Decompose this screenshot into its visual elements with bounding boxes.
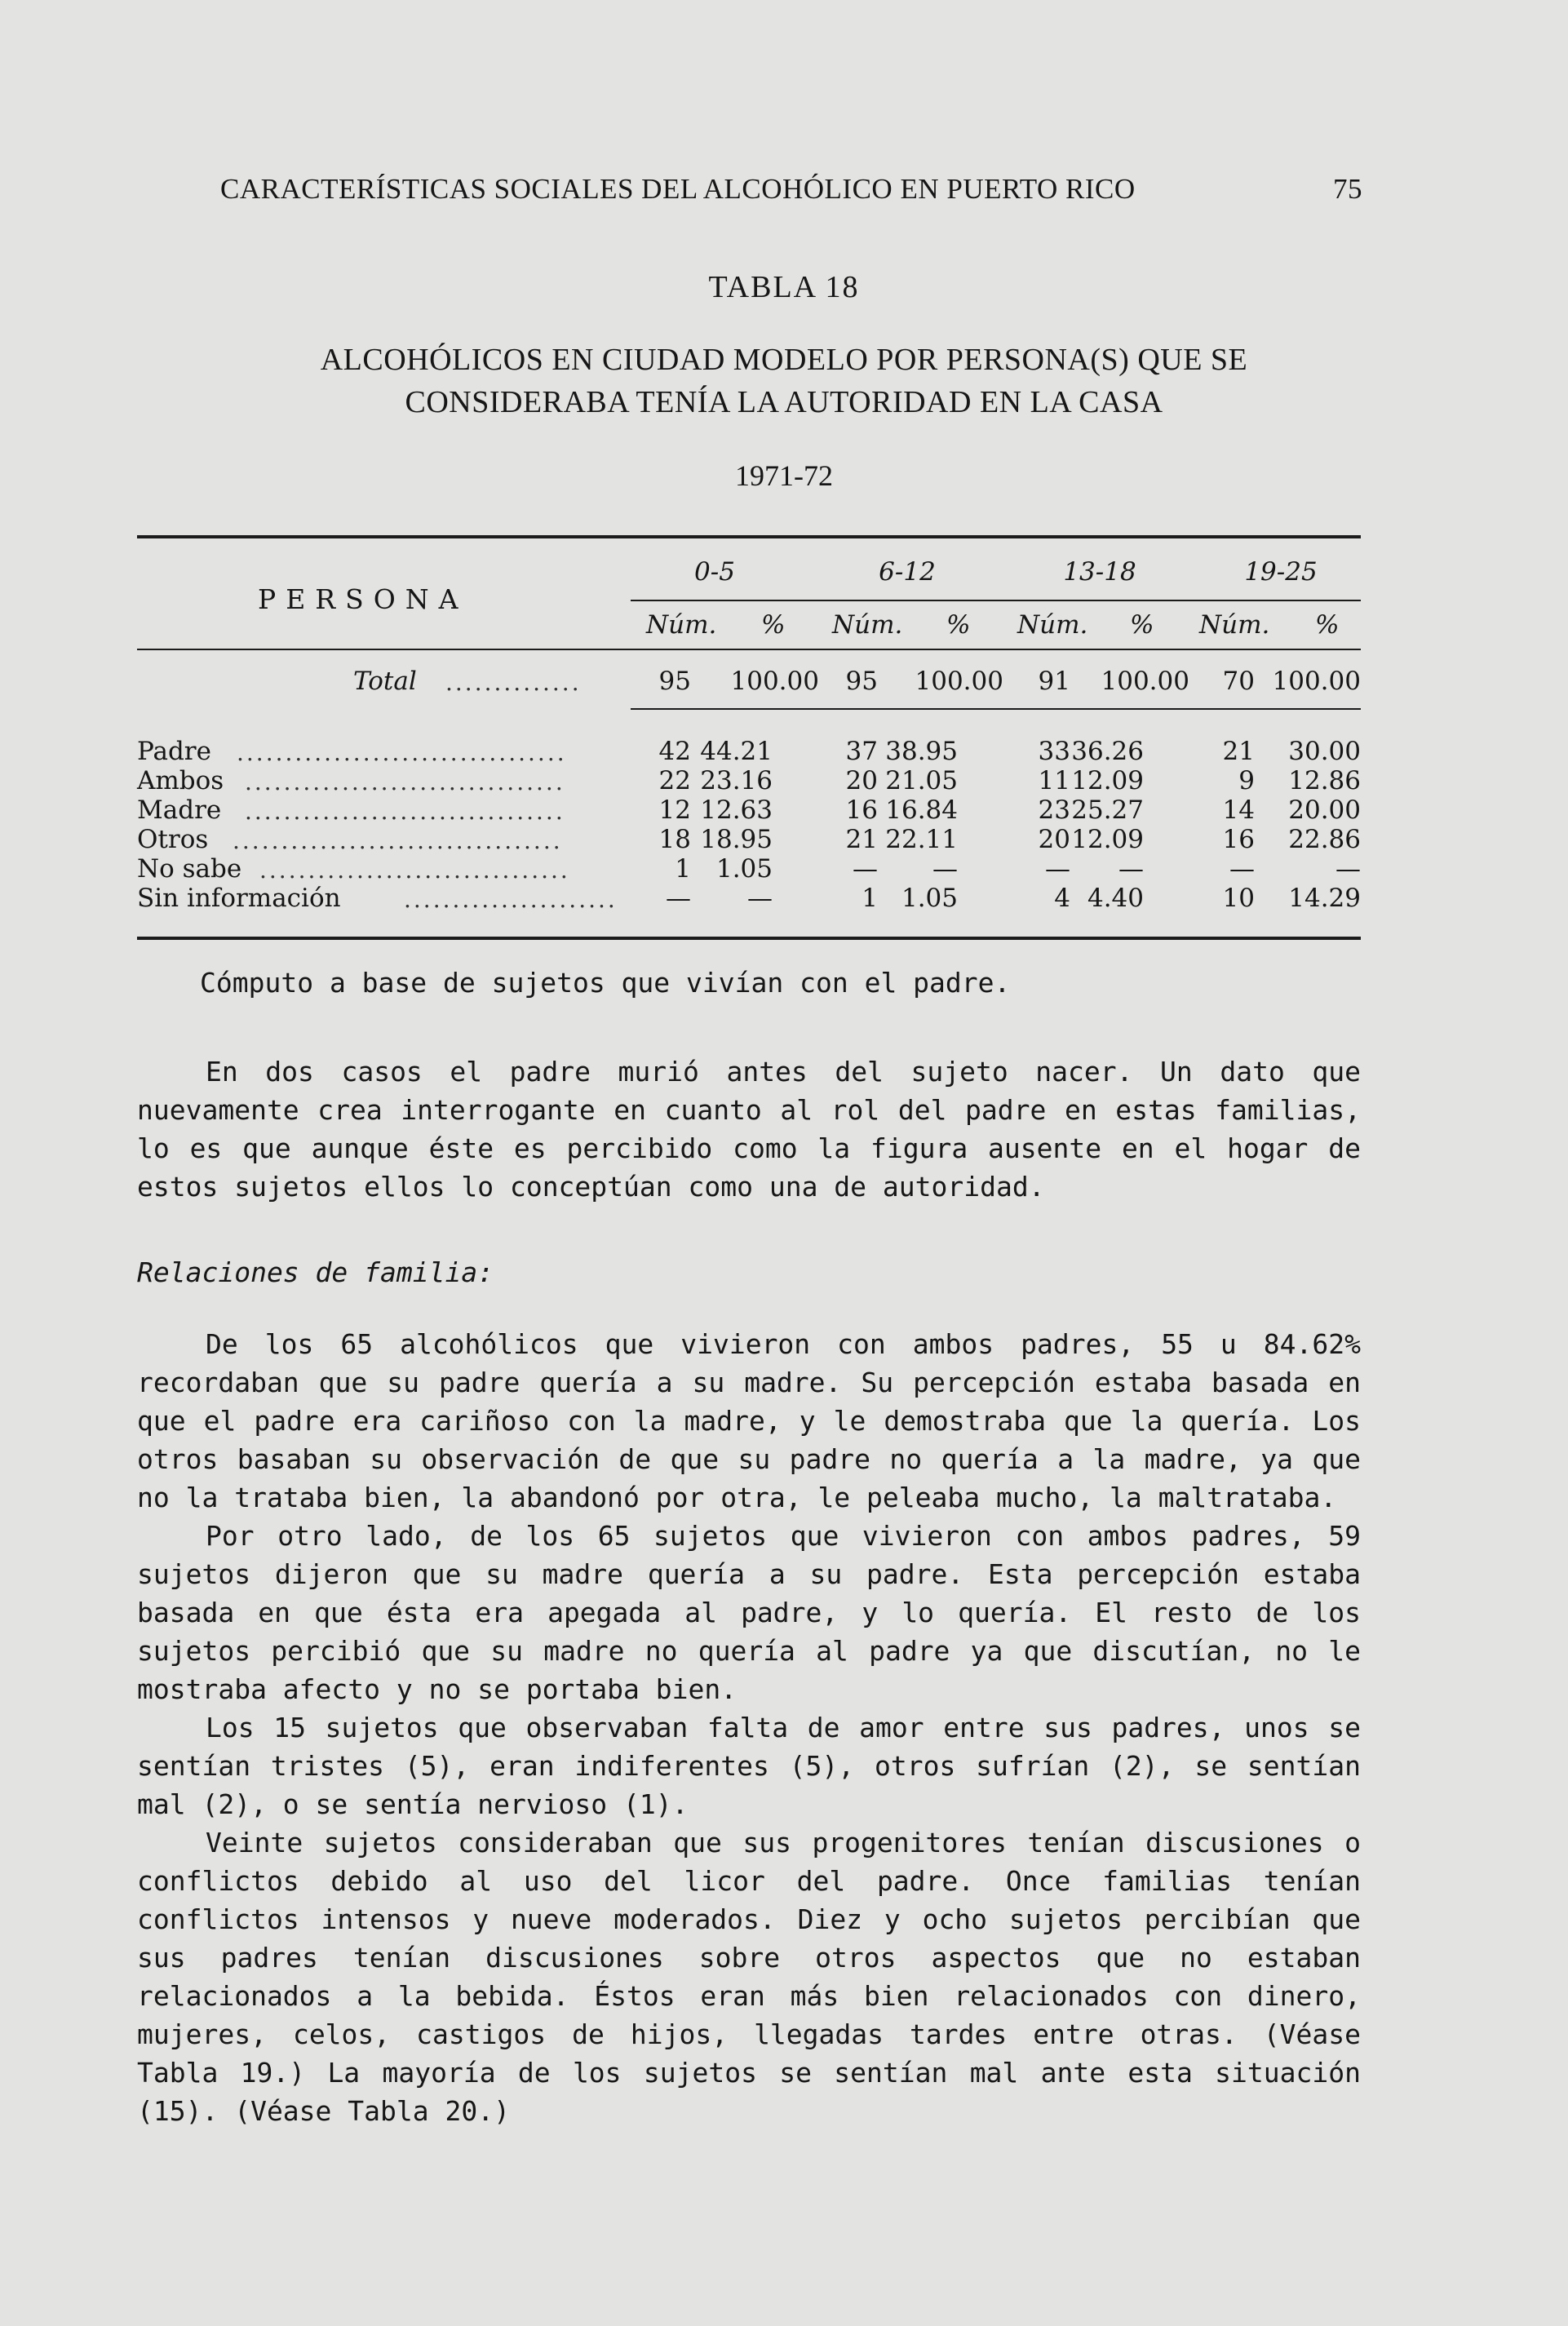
- table-cell: —: [853, 854, 878, 884]
- subheader-pct: %: [1315, 610, 1340, 640]
- table-cell: 95: [658, 667, 691, 696]
- table-cell: 21: [1222, 737, 1255, 766]
- table-cell: 12.09: [1071, 766, 1144, 795]
- subheader-num: Núm.: [1017, 610, 1088, 640]
- total-label: Total: [353, 667, 417, 696]
- row-label: No sabe: [137, 854, 242, 884]
- table-cell: 9: [1238, 766, 1255, 795]
- table-cell: 100.00: [1101, 667, 1189, 696]
- table-cell: 10: [1222, 884, 1255, 913]
- row-label: Sin información: [137, 884, 341, 913]
- table-cell: 12.86: [1288, 766, 1361, 795]
- table-year: 1971-72: [735, 459, 833, 492]
- table-cell: 12.09: [1071, 825, 1144, 854]
- table-cell: 18.95: [700, 825, 773, 854]
- table-cell: —: [1229, 854, 1255, 884]
- table-cell: 91: [1038, 667, 1070, 696]
- subheader-pct: %: [1130, 610, 1154, 640]
- table-cell: 12: [658, 795, 691, 825]
- table-cell: —: [1118, 854, 1144, 884]
- subheader-num: Núm.: [1199, 610, 1270, 640]
- table-cell: —: [747, 884, 773, 913]
- paragraph-text: Por otro lado, de los 65 sujetos que vivieron con ambos padres, 59 sujetos dijeron que su madre quería a su padre. Esta percepción estaba basada en que ésta era apegada al padre, y lo quería. El resto de los sujetos percibió que su madre no quería al padre ya que discutían, no le mostraba afecto y no se portaba bien.: [137, 1520, 1361, 1705]
- table-cell: 1: [675, 854, 691, 884]
- table-cell: —: [1045, 854, 1070, 884]
- table-cell: 33: [1038, 737, 1070, 766]
- table-bottom-rule: [137, 937, 1361, 940]
- table-cell: 37: [845, 737, 878, 766]
- table-header-rule: [137, 649, 1361, 650]
- table-cell: 100.00: [1272, 667, 1361, 696]
- section-heading: Relaciones de familia:: [137, 1256, 494, 1288]
- table-cell: 95: [845, 667, 878, 696]
- table-cell: 100.00: [730, 667, 819, 696]
- table-cell: —: [1335, 854, 1361, 884]
- table-cell: 1.05: [715, 854, 773, 884]
- table-cell: —: [666, 884, 691, 913]
- table-cell: 23: [1038, 795, 1070, 825]
- table-cell: 70: [1222, 667, 1255, 696]
- table-cell: 16: [845, 795, 878, 825]
- table-total-rule: [631, 708, 1361, 710]
- table-cell: 12.63: [700, 795, 773, 825]
- table-cell: 22.86: [1288, 825, 1361, 854]
- running-head-title: CARACTERÍSTICAS SOCIALES DEL ALCOHÓLICO EN PUERTO RICO: [220, 173, 1136, 205]
- page-number: 75: [1333, 173, 1362, 205]
- group-header-0-5: 0-5: [694, 557, 735, 587]
- table-cell: 11: [1038, 766, 1070, 795]
- leader-dots: ..................................: [233, 827, 563, 854]
- group-header-19-25: 19-25: [1244, 557, 1318, 587]
- table-title-line-1: ALCOHÓLICOS EN CIUDAD MODELO POR PERSONA(S) QUE SE: [320, 343, 1248, 377]
- table-title-line-2: CONSIDERABA TENÍA LA AUTORIDAD EN LA CASA: [405, 385, 1163, 419]
- body-text-block: [137, 1325, 1361, 2130]
- leader-dots: .................................: [245, 798, 565, 825]
- table-cell: 30.00: [1288, 737, 1361, 766]
- table-cell: 21.05: [885, 766, 958, 795]
- table-cell: 38.95: [885, 737, 958, 766]
- table-cell: 14: [1222, 795, 1255, 825]
- table-cell: 20: [845, 766, 878, 795]
- table-cell: 21: [845, 825, 878, 854]
- leader-dots: ......................: [404, 886, 618, 913]
- table-stub-header: PERSONA: [258, 583, 468, 615]
- table-group-rule: [631, 600, 1361, 601]
- subheader-pct: %: [761, 610, 786, 640]
- table-note: Cómputo a base de sujetos que vivían con el padre.: [200, 967, 1011, 999]
- table-cell: 36.26: [1071, 737, 1144, 766]
- table-cell: 1.05: [901, 884, 958, 913]
- table-cell: 20.00: [1288, 795, 1361, 825]
- leader-dots: ................................: [259, 857, 570, 884]
- leader-dots: ..............: [445, 669, 582, 696]
- row-label: Madre: [137, 795, 222, 825]
- subheader-num: Núm.: [832, 610, 903, 640]
- table-cell: 4.40: [1087, 884, 1144, 913]
- table-cell: 1: [862, 884, 878, 913]
- paragraph-text: Los 15 sujetos que observaban falta de amor entre sus padres, unos se sentían tristes (5), eran indiferentes (5), otros sufrían (2), se sentían mal (2), o se sentía nervioso (1).: [137, 1712, 1361, 1820]
- table-cell: 23.16: [700, 766, 773, 795]
- leader-dots: ..................................: [237, 739, 567, 766]
- table-cell: 22: [658, 766, 691, 795]
- running-head: [220, 173, 1362, 206]
- group-header-6-12: 6-12: [879, 557, 936, 587]
- table-cell: 16.84: [885, 795, 958, 825]
- table-cell: 42: [658, 737, 691, 766]
- table-cell: 25.27: [1071, 795, 1144, 825]
- table-cell: —: [932, 854, 958, 884]
- leader-dots: .................................: [245, 769, 565, 795]
- table-cell: 14.29: [1288, 884, 1361, 913]
- table-cell: 20: [1038, 825, 1070, 854]
- row-label: Padre: [137, 737, 211, 766]
- table-cell: 4: [1054, 884, 1070, 913]
- table-cell: 100.00: [915, 667, 1003, 696]
- table-label: TABLA 18: [708, 270, 860, 304]
- table-title: [0, 339, 1568, 423]
- table-cell: 44.21: [700, 737, 773, 766]
- paragraph-text: De los 65 alcohólicos que vivieron con ambos padres, 55 u 84.62% recordaban que su padre quería a su madre. Su percepción estaba basada en que el padre era cariñoso con la madre, y le demostraba que la quería. Los otros basaban su observación de que su padre no quería a la madre, ya que no la trataba bien, la abandonó por otra, le peleaba mucho, la maltrataba.: [137, 1328, 1361, 1513]
- paragraph-text: En dos casos el padre murió antes del sujeto nacer. Un dato que nuevamente crea interrogante en cuanto al rol del padre en estas familias, lo es que aunque éste es percibido como la figura ausente en el hogar de estos sujetos ellos lo conceptúan como una de autoridad.: [137, 1056, 1361, 1203]
- table-cell: 16: [1222, 825, 1255, 854]
- table-cell: 18: [658, 825, 691, 854]
- subheader-num: Núm.: [646, 610, 717, 640]
- table-cell: 22.11: [885, 825, 958, 854]
- subheader-pct: %: [946, 610, 971, 640]
- body-paragraph: [137, 1052, 1361, 1206]
- table-top-rule: [137, 535, 1361, 538]
- row-label: Ambos: [137, 766, 224, 795]
- paragraph-text: Veinte sujetos consideraban que sus progenitores tenían discusiones o conflictos debido al uso del licor del padre. Once familias tenían conflictos intensos y nueve moderados. Diez y ocho sujetos percibían que sus padres tenían discusiones sobre otros aspectos que no estaban relacionados a la bebida. Éstos eran más bien relacionados con dinero, mujeres, celos, castigos de hijos, llegadas tardes entre otras. (Véase Tabla 19.) La mayoría de los sujetos se sentían mal ante esta situación (15). (Véase Tabla 20.): [137, 1827, 1361, 2127]
- row-label: Otros: [137, 825, 209, 854]
- group-header-13-18: 13-18: [1063, 557, 1136, 587]
